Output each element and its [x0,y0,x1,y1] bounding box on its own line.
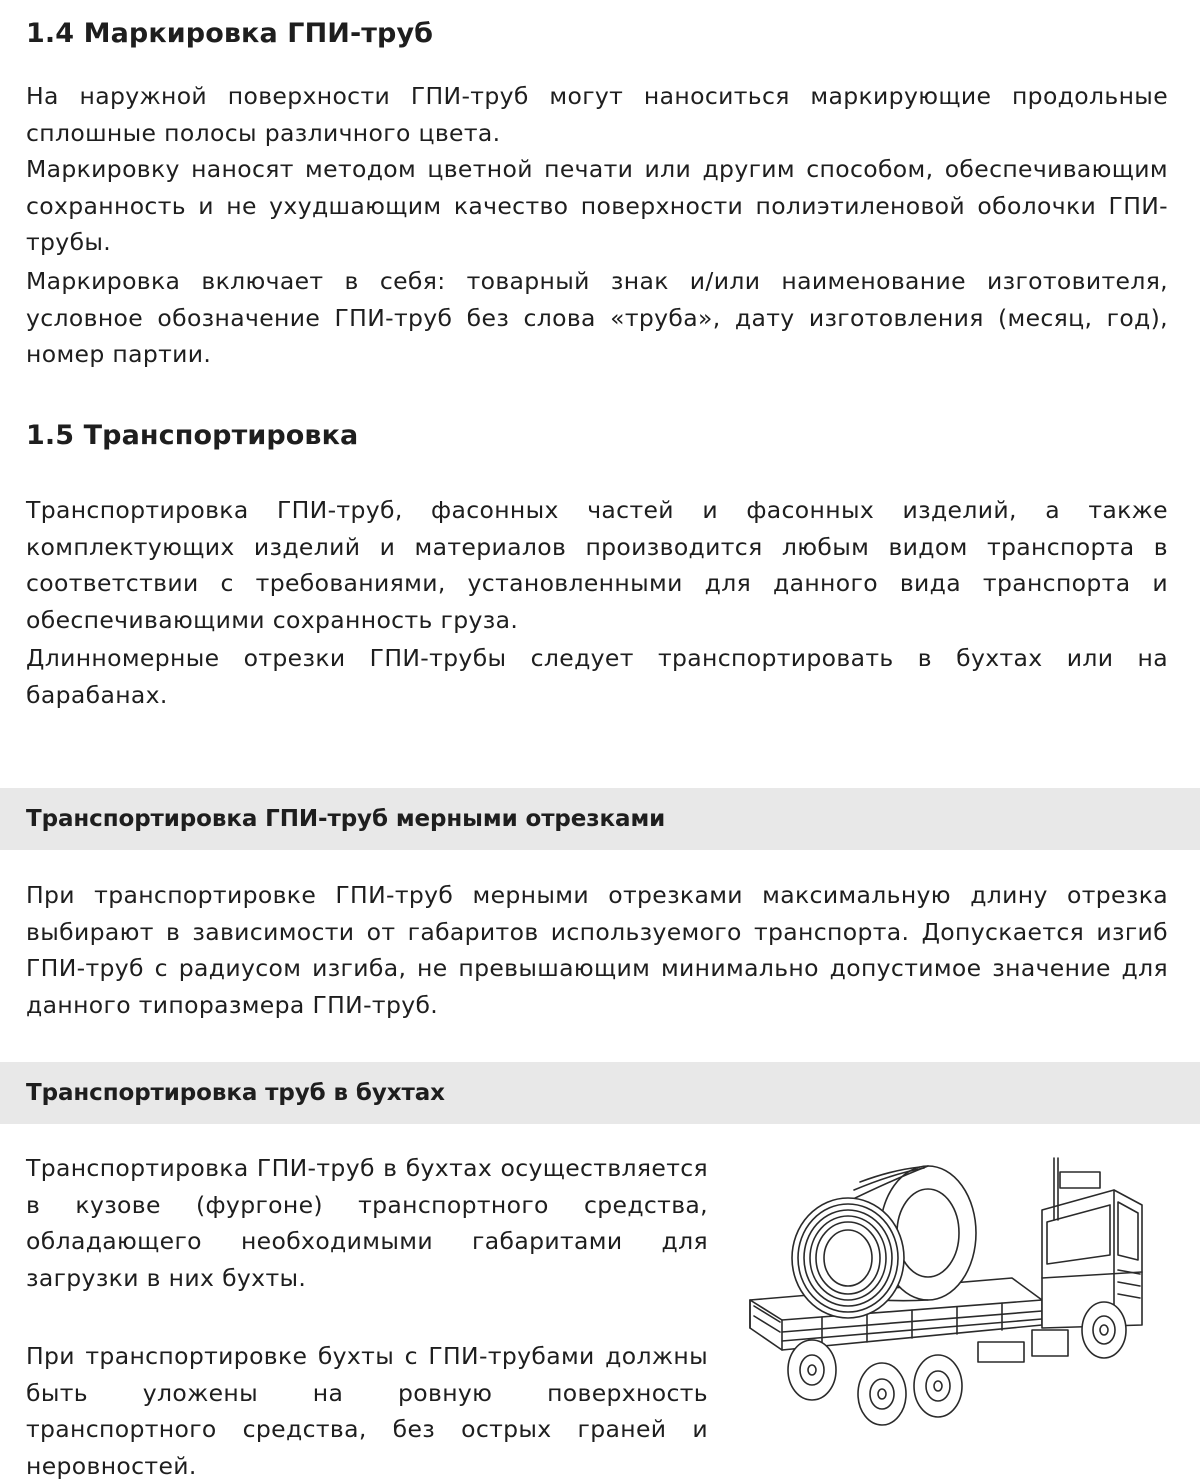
subsection-title-coils: Транспортировка труб в бухтах [26,1080,445,1106]
paragraph-coils-2: При транспортировке бухты с ГПИ-трубами должны быть уложены на ровную поверхность транспортного средства, без острых граней и неровностей. [26,1342,708,1480]
paragraph-marking-2: Маркировку наносят методом цветной печати или другим способом, обеспечивающим сохранность и не ухудшающим качество поверхности полиэтиленовой оболочки ГПИ-трубы. [26,155,1168,256]
paragraph-marking-3: Маркировка включает в себя: товарный знак и/или наименование изготовителя, условное обозначение ГПИ-труб без слова «труба», дату изготовления (месяц, год), номер партии. [26,267,1168,368]
subsection-band-coils [0,1062,1200,1124]
paragraph-lengths: При транспортировке ГПИ-труб мерными отрезками максимальную длину отрезка выбирают в зависимости от габаритов используемого транспорта. Допускается изгиб ГПИ-труб с радиусом изгиба, не превышающим минимально допустимое значение для данного типоразмера ГПИ-труб. [26,881,1168,1019]
section-title-transport: 1.5 Транспортировка [26,420,359,451]
section-title-marking: 1.4 Маркировка ГПИ-труб [26,18,434,49]
paragraph-transport-2: Длинномерные отрезки ГПИ-трубы следует транспортировать в бухтах или на барабанах. [26,644,1168,709]
paragraph-coils-1: Транспортировка ГПИ-труб в бухтах осуществляется в кузове (фургоне) транспортного средства, обладающего необходимыми габаритами для загрузки в них бухты. [26,1154,708,1292]
truck-with-pipe-coils-illustration [742,1150,1167,1455]
paragraph-transport-1: Транспортировка ГПИ-труб, фасонных частей и фасонных изделий, а также комплектующих изделий и материалов производится любым видом транспорта в соответствии с требованиями, установленными для данного вида транспорта и обеспечивающими сохранность груза. [26,496,1168,634]
paragraph-marking-1: На наружной поверхности ГПИ-труб могут наноситься маркирующие продольные сплошные полосы различного цвета. [26,82,1168,147]
pipe-coil-front [792,1198,904,1318]
subsection-band-lengths [0,788,1200,850]
subsection-title-lengths: Транспортировка ГПИ-труб мерными отрезками [26,806,666,832]
